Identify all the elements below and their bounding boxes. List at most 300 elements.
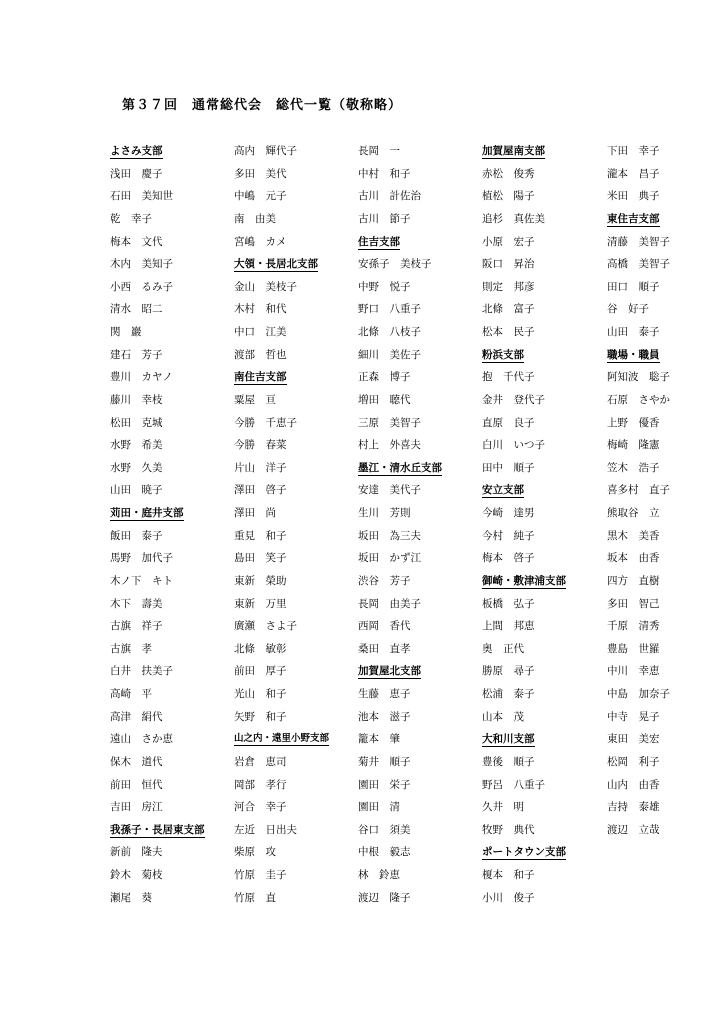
delegate-name: [358, 164, 478, 187]
delegate-name-text: 籠本 肇: [358, 733, 400, 746]
delegate-name: [234, 141, 354, 164]
delegate-name-text: 古旗 祥子: [110, 620, 163, 633]
delegate-name-text: 保木 道代: [110, 755, 163, 768]
delegate-name: [234, 707, 354, 730]
branch-heading-text: 大和川支部: [482, 733, 535, 746]
delegate-name: [358, 503, 478, 526]
delegate-name-text: 坂田 為三夫: [358, 529, 421, 542]
delegate-name-text: 谷口 須美: [358, 823, 411, 836]
delegate-name-text: 則定 邦彦: [482, 280, 535, 293]
delegate-name-text: 古川 節子: [358, 212, 411, 225]
delegate-name: [607, 797, 724, 820]
branch-heading: [607, 345, 724, 368]
delegate-name-text: 榎本 和子: [482, 869, 535, 881]
delegate-name-text: 浅田 慶子: [110, 167, 163, 180]
delegate-name: [358, 277, 478, 300]
column-5: [607, 141, 724, 842]
delegate-name: [482, 797, 602, 820]
delegate-name-text: 木内 美知子: [110, 258, 173, 271]
delegate-name-text: 小川 俊子: [482, 891, 535, 904]
delegate-name: [607, 616, 724, 639]
delegate-name: [234, 616, 354, 639]
delegate-name: [607, 480, 724, 503]
delegate-name: [607, 390, 724, 413]
branch-heading: [358, 232, 478, 255]
delegate-name: [607, 322, 724, 345]
delegate-name: [110, 729, 230, 752]
delegate-name: [358, 209, 478, 232]
delegate-name-text: 前田 厚子: [234, 665, 287, 678]
delegate-name-text: 今村 純子: [482, 529, 535, 542]
delegate-name: [358, 299, 478, 322]
delegate-name-text: 水野 希美: [110, 439, 163, 452]
delegate-name-text: 西岡 香代: [358, 620, 411, 633]
delegate-name: [110, 480, 230, 503]
delegate-name: [234, 775, 354, 798]
delegate-name-text: 山田 暁子: [110, 484, 163, 497]
delegate-name: [234, 277, 354, 300]
delegate-name-text: 高津 絹代: [110, 710, 163, 723]
delegate-name: [358, 616, 478, 639]
delegate-name-text: 重見 和子: [234, 529, 287, 542]
delegate-name-text: 石原 さやか: [607, 393, 670, 406]
delegate-name: [607, 594, 724, 617]
delegate-name-text: 直原 良子: [482, 416, 535, 429]
branch-heading-text: 住吉支部: [358, 235, 400, 248]
delegate-name: [482, 390, 602, 413]
delegate-name-text: 池本 滋子: [358, 710, 411, 723]
delegate-name: [234, 322, 354, 345]
delegate-name-text: 園田 清: [358, 801, 400, 814]
delegate-name: [607, 141, 724, 164]
delegate-name-text: 奥 正代: [482, 642, 524, 655]
branch-heading: [482, 345, 602, 368]
delegate-name-text: 谷 好子: [607, 303, 649, 316]
delegate-name-text: 竹原 圭子: [234, 869, 287, 881]
delegate-name-text: 中島 加奈子: [607, 688, 670, 700]
delegate-name: [110, 526, 230, 549]
delegate-name: [607, 164, 724, 187]
delegate-name: [110, 594, 230, 617]
delegate-name-text: 坂田 かず江: [358, 552, 421, 565]
delegate-name: [358, 594, 478, 617]
branch-heading-text: 東住吉支部: [607, 212, 660, 225]
delegate-name-text: 多田 美代: [234, 167, 287, 180]
delegate-name-text: 千原 清秀: [607, 620, 660, 633]
branch-heading: [482, 571, 602, 594]
delegate-name-text: 豊後 順子: [482, 755, 535, 768]
delegate-name-text: 白川 いつ子: [482, 439, 545, 452]
delegate-name-text: 中寺 晃子: [607, 710, 660, 723]
delegate-name: [482, 435, 602, 458]
branch-heading: [482, 141, 602, 164]
delegate-name-text: 豊島 世羅: [607, 642, 660, 655]
delegate-name: [234, 458, 354, 481]
delegate-name: [110, 888, 230, 911]
delegate-name: [358, 797, 478, 820]
delegate-name: [482, 616, 602, 639]
delegate-name: [607, 639, 724, 662]
delegate-name-text: 岩倉 恵司: [234, 755, 287, 768]
delegate-name: [482, 299, 602, 322]
delegate-name-text: 東田 美宏: [607, 733, 660, 746]
delegate-name: [482, 865, 602, 888]
delegate-name: [482, 752, 602, 775]
delegate-name: [358, 729, 478, 752]
delegate-name-text: 高橋 美智子: [607, 258, 670, 271]
branch-heading-text: 南住吉支部: [234, 371, 287, 384]
delegate-name: [110, 571, 230, 594]
delegate-name: [234, 594, 354, 617]
delegate-name-text: 東新 榮助: [234, 574, 287, 587]
branch-heading: [234, 254, 354, 277]
delegate-name-text: 新前 隆夫: [110, 846, 163, 859]
delegate-name: [358, 865, 478, 888]
delegate-name: [234, 797, 354, 820]
delegate-name: [110, 367, 230, 390]
delegate-name-text: 今勝 春菜: [234, 439, 287, 452]
delegate-name-text: 生川 芳則: [358, 507, 411, 519]
delegate-name-text: 長岡 一: [358, 145, 400, 157]
column-4: [482, 141, 602, 910]
delegate-name: [482, 684, 602, 707]
delegate-name-text: 小原 宏子: [482, 235, 535, 248]
branch-heading-text: よさみ支部: [110, 145, 163, 157]
branch-heading: [358, 661, 478, 684]
delegate-name: [110, 209, 230, 232]
branch-heading: [607, 209, 724, 232]
delegate-name-text: 清水 昭二: [110, 303, 163, 316]
delegate-name-text: 園田 栄子: [358, 778, 411, 791]
delegate-name: [607, 458, 724, 481]
delegate-name-text: 石田 美知世: [110, 190, 173, 203]
delegate-name: [110, 322, 230, 345]
delegate-name-text: 澤田 啓子: [234, 484, 287, 497]
delegate-name-text: 柴原 攻: [234, 846, 276, 859]
delegate-name: [358, 322, 478, 345]
delegate-name: [482, 458, 602, 481]
delegate-name: [607, 775, 724, 798]
delegate-name-text: 鈴木 菊枝: [110, 869, 163, 881]
delegate-name: [234, 480, 354, 503]
delegate-name-text: 光山 和子: [234, 688, 287, 700]
delegate-name-text: 東新 万里: [234, 597, 287, 610]
delegate-name: [234, 209, 354, 232]
column-3: [358, 141, 478, 910]
branch-heading-text: 我孫子・長居東支部: [110, 823, 205, 836]
delegate-name: [607, 548, 724, 571]
delegate-name-text: 四方 直樹: [607, 574, 660, 587]
delegate-name: [110, 616, 230, 639]
delegate-name: [358, 888, 478, 911]
delegate-name: [110, 548, 230, 571]
delegate-name-text: 菊井 順子: [358, 755, 411, 768]
delegate-name: [110, 435, 230, 458]
delegate-name-text: 黒木 美香: [607, 529, 660, 542]
delegate-name-text: 水野 久美: [110, 461, 163, 474]
branch-heading: [482, 729, 602, 752]
delegate-name-text: 板橋 弘子: [482, 597, 535, 610]
delegate-name-text: 竹原 直: [234, 891, 276, 904]
delegate-name-text: 笠木 浩子: [607, 461, 660, 474]
delegate-name: [110, 707, 230, 730]
delegate-name: [482, 503, 602, 526]
delegate-name-text: 野呂 八重子: [482, 778, 545, 791]
delegate-name-text: 増田 聴代: [358, 393, 411, 406]
delegate-name: [234, 820, 354, 843]
delegate-name: [110, 299, 230, 322]
branch-heading: [234, 729, 354, 752]
delegate-name: [234, 526, 354, 549]
delegate-name-text: 山本 茂: [482, 710, 524, 723]
delegate-name: [234, 684, 354, 707]
delegate-name-text: 白井 扶美子: [110, 665, 173, 678]
delegate-name-text: 田中 順子: [482, 461, 535, 474]
delegate-name: [607, 820, 724, 843]
delegate-name: [110, 639, 230, 662]
delegate-name-text: 金山 美枝子: [234, 280, 297, 293]
delegate-name: [358, 684, 478, 707]
delegate-name-text: 渋谷 芳子: [358, 574, 411, 587]
delegate-name-text: 飯田 泰子: [110, 529, 163, 542]
delegate-name-text: 前田 恒代: [110, 778, 163, 791]
delegate-name: [607, 707, 724, 730]
delegate-name: [110, 865, 230, 888]
delegate-name: [358, 571, 478, 594]
delegate-name: [482, 164, 602, 187]
delegate-name-text: 赤松 俊秀: [482, 167, 535, 180]
delegate-name: [358, 413, 478, 436]
delegate-name: [234, 639, 354, 662]
delegate-name-text: 松本 民子: [482, 326, 535, 338]
delegate-name-text: 小西 るみ子: [110, 280, 173, 293]
delegate-name-text: 中口 江美: [234, 326, 287, 338]
delegate-name-text: 熊取谷 立: [607, 507, 660, 519]
delegate-name-text: 下田 幸子: [607, 145, 660, 157]
delegate-name: [358, 435, 478, 458]
delegate-name-text: 瀬尾 葵: [110, 891, 152, 904]
delegate-name-text: 吉持 泰雄: [607, 801, 660, 814]
delegate-name: [358, 141, 478, 164]
delegate-name: [358, 707, 478, 730]
branch-heading-text: 職場・職員: [607, 348, 660, 361]
delegate-name-text: 安達 美代子: [358, 484, 421, 497]
delegate-name-text: 安孫子 美枝子: [358, 258, 432, 271]
delegate-name: [358, 345, 478, 368]
column-2: [234, 141, 354, 910]
delegate-name: [607, 254, 724, 277]
delegate-name: [482, 548, 602, 571]
delegate-name-text: 中村 和子: [358, 167, 411, 180]
delegate-name-text: 渡辺 立哉: [607, 823, 660, 836]
branch-heading-text: 山之内・遠里小野支部: [234, 733, 330, 745]
branch-heading-text: 加賀屋南支部: [482, 145, 545, 157]
delegate-name-text: 阿知波 聡子: [607, 371, 670, 384]
delegate-name: [482, 277, 602, 300]
delegate-name: [110, 775, 230, 798]
branch-heading-text: 苅田・庭井支部: [110, 507, 184, 519]
delegate-name-text: 正森 博子: [358, 371, 411, 384]
delegate-name: [607, 752, 724, 775]
branch-heading-text: 大領・長居北支部: [234, 258, 318, 271]
delegate-name: [482, 661, 602, 684]
branch-heading-text: 粉浜支部: [482, 348, 524, 361]
delegate-name-text: 梅崎 隆憲: [607, 439, 660, 452]
delegate-name: [234, 548, 354, 571]
branch-heading: [482, 842, 602, 865]
delegate-name-text: 今崎 達男: [482, 507, 535, 519]
page-title: 第３７回 通常総代会 総代一覧（敬称略）: [122, 98, 403, 113]
delegate-name: [607, 729, 724, 752]
delegate-name-text: 南 由美: [234, 212, 276, 225]
delegate-name-text: 山内 由香: [607, 778, 660, 791]
delegate-name-text: 木村 和代: [234, 303, 287, 316]
delegate-name-text: 上野 優香: [607, 416, 660, 429]
delegate-name: [234, 413, 354, 436]
delegate-name-text: 木ノ下 キト: [110, 574, 173, 587]
delegate-name: [110, 277, 230, 300]
delegate-name: [234, 435, 354, 458]
delegate-name: [234, 390, 354, 413]
delegate-name-text: 関 巖: [110, 326, 142, 338]
delegate-name: [607, 413, 724, 436]
delegate-name: [607, 435, 724, 458]
delegate-name: [110, 390, 230, 413]
delegate-name: [607, 277, 724, 300]
delegate-name-text: 馬野 加代子: [110, 552, 173, 565]
delegate-name-text: 北條 八枝子: [358, 326, 421, 338]
delegate-name-text: 今勝 千恵子: [234, 416, 297, 429]
delegate-name-text: 中根 毅志: [358, 846, 411, 859]
delegate-name-text: 阪口 昇治: [482, 258, 535, 271]
delegate-name-text: 河合 幸子: [234, 801, 287, 814]
delegate-name-text: 渡辺 隆子: [358, 891, 411, 904]
delegate-name-text: 金井 登代子: [482, 393, 545, 406]
delegate-name-text: 吉田 房江: [110, 801, 163, 814]
delegate-name: [482, 820, 602, 843]
delegate-name-text: 左近 日出夫: [234, 823, 297, 836]
branch-heading: [234, 367, 354, 390]
delegate-name: [482, 367, 602, 390]
delegate-name: [110, 413, 230, 436]
delegate-name: [234, 842, 354, 865]
delegate-name: [482, 888, 602, 911]
delegate-name-text: 野口 八重子: [358, 303, 421, 316]
delegate-name-text: 長岡 由美子: [358, 597, 421, 610]
delegate-name: [482, 639, 602, 662]
delegate-name-text: 中川 幸恵: [607, 665, 660, 678]
delegate-name: [234, 164, 354, 187]
delegate-name: [234, 571, 354, 594]
delegate-name-text: 喜多村 直子: [607, 484, 670, 497]
delegate-name: [234, 186, 354, 209]
delegate-name: [607, 571, 724, 594]
branch-heading: [110, 141, 230, 164]
delegate-name: [607, 661, 724, 684]
delegate-name: [482, 707, 602, 730]
delegate-name: [110, 164, 230, 187]
delegate-name: [358, 752, 478, 775]
delegate-name-text: 生藤 恵子: [358, 688, 411, 700]
delegate-name: [110, 232, 230, 255]
delegate-name: [358, 842, 478, 865]
delegate-name-text: 米田 典子: [607, 190, 660, 203]
delegate-name: [358, 526, 478, 549]
delegate-name: [234, 345, 354, 368]
delegate-name: [358, 639, 478, 662]
delegate-name-text: 勝原 尋子: [482, 665, 535, 678]
delegate-name: [110, 186, 230, 209]
delegate-name-text: 宮嶋 カメ: [234, 235, 287, 248]
delegate-name-text: 牧野 典代: [482, 823, 535, 836]
branch-heading: [110, 820, 230, 843]
branch-heading: [110, 503, 230, 526]
delegate-name: [607, 684, 724, 707]
delegate-name-text: 桑田 直孝: [358, 642, 411, 655]
delegate-name-text: 遠山 さか恵: [110, 733, 173, 746]
delegate-name-text: 瀧本 昌子: [607, 167, 660, 180]
delegate-name-text: 細川 美佐子: [358, 348, 421, 361]
delegate-name: [482, 232, 602, 255]
branch-heading-text: 安立支部: [482, 484, 524, 497]
delegate-name-text: 矢野 和子: [234, 710, 287, 723]
delegate-name-text: 清藤 美智子: [607, 235, 670, 248]
delegate-name-text: 松浦 泰子: [482, 688, 535, 700]
delegate-name-text: 岡部 孝行: [234, 778, 287, 791]
delegate-name: [482, 594, 602, 617]
delegate-name: [110, 254, 230, 277]
delegate-name: [482, 186, 602, 209]
delegate-name: [607, 526, 724, 549]
delegate-name-text: 藤川 幸枝: [110, 393, 163, 406]
delegate-name-text: 島田 笑子: [234, 552, 287, 565]
delegate-name-text: 村上 外喜夫: [358, 439, 421, 452]
delegate-name: [110, 797, 230, 820]
delegate-name: [110, 661, 230, 684]
delegate-name: [482, 322, 602, 345]
delegate-name-text: 松岡 利子: [607, 755, 660, 768]
delegate-name-text: 古旗 孝: [110, 642, 152, 655]
delegate-name-text: 木下 壽美: [110, 597, 163, 610]
branch-heading-text: 御崎・敷津浦支部: [482, 574, 566, 587]
delegate-name-text: 梅本 啓子: [482, 552, 535, 565]
delegate-name: [607, 186, 724, 209]
delegate-name: [607, 299, 724, 322]
delegate-name: [607, 367, 724, 390]
delegate-name-text: 粟屋 亘: [234, 393, 276, 406]
delegate-name-text: 上間 邦恵: [482, 620, 535, 633]
branch-heading: [358, 458, 478, 481]
delegate-name-text: 乾 幸子: [110, 212, 152, 225]
delegate-name-text: 多田 智己: [607, 597, 660, 610]
delegate-name: [358, 367, 478, 390]
delegate-name-text: 追杉 真佐美: [482, 212, 545, 225]
branch-heading: [482, 480, 602, 503]
branch-heading-text: ポートタウン支部: [482, 846, 566, 859]
delegate-name: [234, 752, 354, 775]
delegate-name: [358, 390, 478, 413]
delegate-name-text: 久井 明: [482, 801, 524, 814]
delegate-name-text: 建石 芳子: [110, 348, 163, 361]
delegate-name: [110, 345, 230, 368]
delegate-name-text: 抱 千代子: [482, 371, 535, 384]
delegate-name: [234, 888, 354, 911]
delegate-name: [234, 661, 354, 684]
delegate-name: [482, 209, 602, 232]
delegate-name: [607, 503, 724, 526]
delegate-name: [110, 458, 230, 481]
delegate-name-text: 梅本 文代: [110, 235, 163, 248]
